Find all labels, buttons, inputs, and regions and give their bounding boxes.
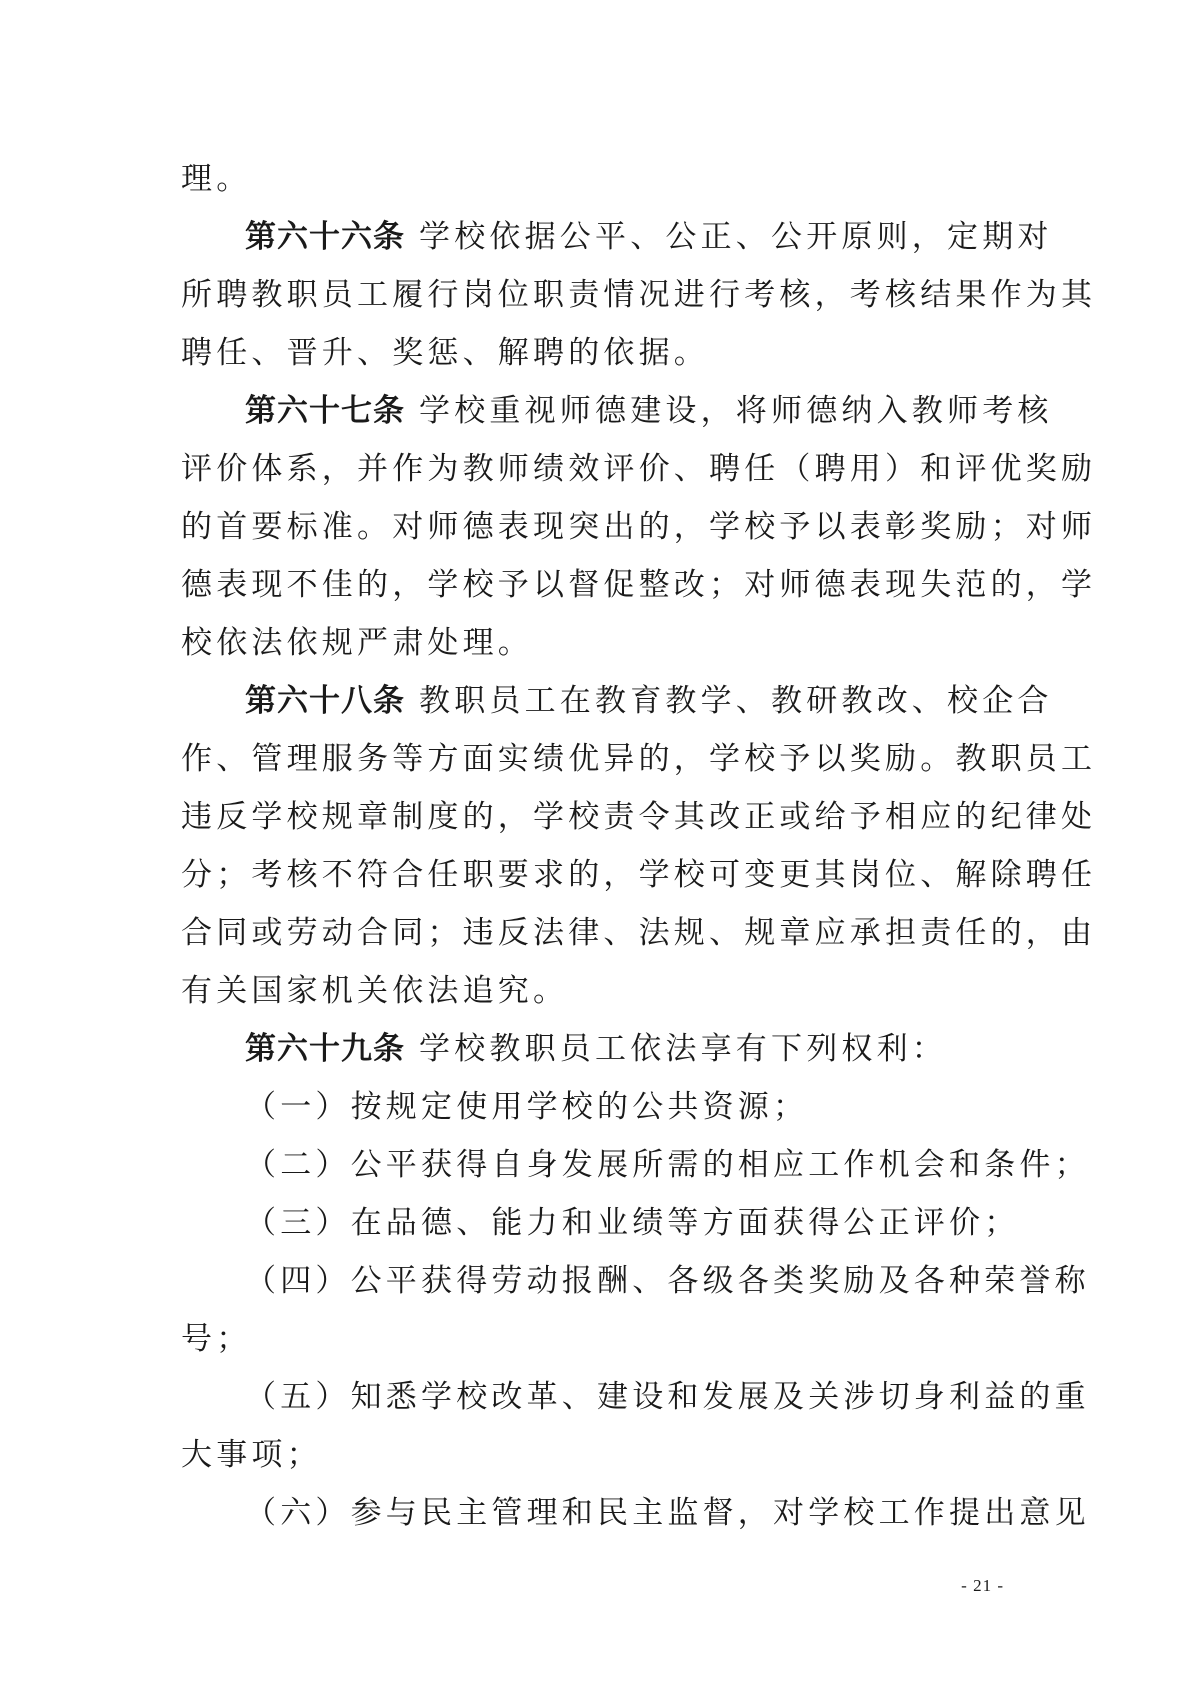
right-item-1: （一）按规定使用学校的公共资源； — [245, 1089, 809, 1125]
page-number: - 21 - — [961, 1576, 1004, 1595]
article-66-line-3: 聘任、晋升、奖惩、解聘的依据。 — [181, 335, 709, 371]
article-67-heading: 第六十七条 — [245, 393, 405, 429]
right-item-6-line-1: （六）参与民主管理和民主监督，对学校工作提出意见 — [245, 1495, 1090, 1531]
right-item-3: （三）在品德、能力和业绩等方面获得公正评价； — [245, 1205, 1020, 1241]
article-69-line-1: 第六十九条 学校教职员工依法享有下列权利： — [245, 1031, 947, 1067]
article-66-heading: 第六十六条 — [245, 219, 405, 255]
right-item-4-line-1: （四）公平获得劳动报酬、各级各类奖励及各种荣誉称 — [245, 1263, 1090, 1299]
article-68-line-6: 有关国家机关依法追究。 — [181, 973, 569, 1009]
article-68-heading: 第六十八条 — [245, 683, 405, 719]
right-item-2: （二）公平获得自身发展所需的相应工作机会和条件； — [245, 1147, 1090, 1183]
article-67-line-1: 第六十七条 学校重视师德建设，将师德纳入教师考核 — [245, 393, 1053, 429]
article-67-line-5: 校依法依规严肃处理。 — [181, 625, 533, 661]
right-item-5-line-2: 大事项； — [181, 1437, 322, 1473]
article-68-line-2: 作、管理服务等方面实绩优异的，学校予以奖励。教职员工 — [181, 741, 1097, 777]
article-66-line-2: 所聘教职员工履行岗位职责情况进行考核，考核结果作为其 — [181, 277, 1097, 313]
article-68-line-5: 合同或劳动合同；违反法律、法规、规章应承担责任的，由 — [181, 915, 1097, 951]
article-69-heading: 第六十九条 — [245, 1031, 405, 1067]
right-item-4-line-2: 号； — [181, 1321, 252, 1357]
article-67-line-4: 德表现不佳的，学校予以督促整改；对师德表现失范的，学 — [181, 567, 1097, 603]
right-item-5-line-1: （五）知悉学校改革、建设和发展及关涉切身利益的重 — [245, 1379, 1090, 1415]
article-68-line-3: 违反学校规章制度的，学校责令其改正或给予相应的纪律处 — [181, 799, 1097, 835]
article-68-line-4: 分；考核不符合任职要求的，学校可变更其岗位、解除聘任 — [181, 857, 1097, 893]
article-67-line-2: 评价体系，并作为教师绩效评价、聘任（聘用）和评优奖励 — [181, 451, 1097, 487]
article-66-line-1: 第六十六条 学校依据公平、公正、公开原则，定期对 — [245, 219, 1053, 255]
article-68-line-1: 第六十八条 教职员工在教育教学、教研教改、校企合 — [245, 683, 1053, 719]
document-body — [181, 150, 1097, 1542]
paragraph-fragment: 理。 — [181, 161, 252, 197]
article-67-line-3: 的首要标准。对师德表现突出的，学校予以表彰奖励；对师 — [181, 509, 1097, 545]
